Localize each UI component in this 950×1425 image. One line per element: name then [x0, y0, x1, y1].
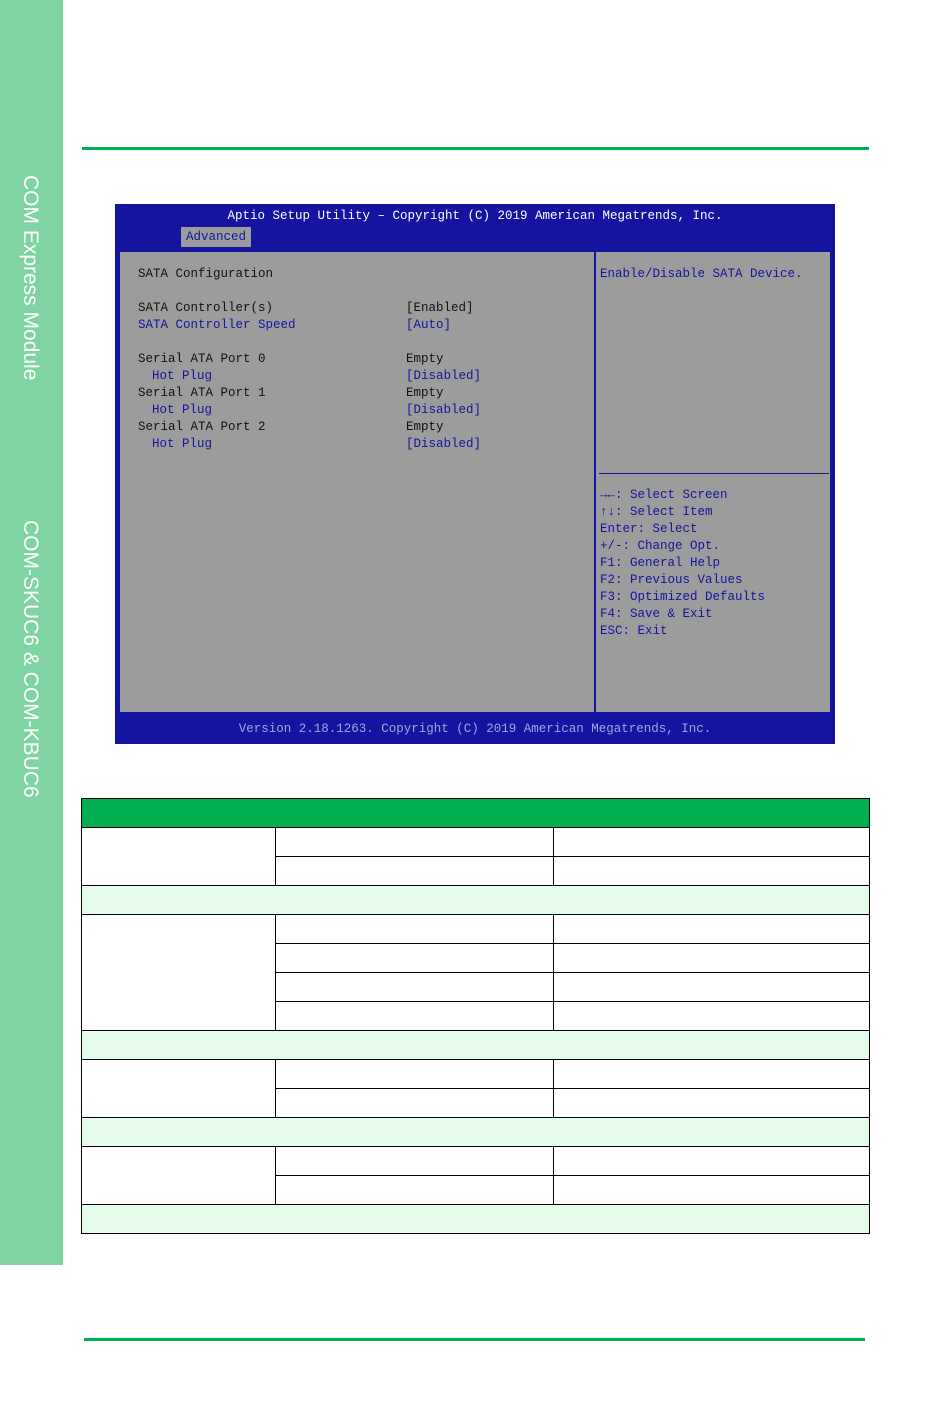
table-cell: [276, 857, 554, 886]
table-description-row: [82, 1031, 870, 1060]
key-hint: +/-: Change Opt.: [600, 539, 721, 553]
table-cell: [82, 1060, 276, 1118]
setting-serial-ata-port-1: [138, 385, 538, 402]
table-cell: [554, 1002, 870, 1031]
table-row: [82, 1147, 870, 1176]
key-hint: Enter: Select: [600, 522, 698, 536]
table-cell: [82, 1031, 870, 1060]
model-label: COM-SKUC6 & COM-KBUC6: [19, 520, 42, 798]
table-description-row: [82, 886, 870, 915]
setting-hot-plug-0[interactable]: [152, 368, 552, 385]
setting-sata-controller-speed[interactable]: [138, 317, 538, 334]
setting-value[interactable]: [Auto]: [406, 318, 452, 332]
header-rule: [82, 147, 869, 150]
section-heading: SATA Configuration: [138, 267, 274, 281]
table-cell: [276, 1089, 554, 1118]
table-cell: [554, 1089, 870, 1118]
table-row: [82, 828, 870, 857]
table-cell: [82, 1147, 276, 1205]
bios-main-panel: [118, 250, 832, 714]
table-cell: [82, 886, 870, 915]
key-hint: F1: General Help: [600, 556, 721, 570]
key-hint: →←: Select Screen: [600, 488, 728, 502]
bios-footer: Version 2.18.1263. Copyright (C) 2019 American Megatrends, Inc.: [238, 722, 712, 736]
table-cell: [82, 828, 276, 886]
table-cell: [82, 1118, 870, 1147]
table-description-row: [82, 1118, 870, 1147]
product-line-label: COM Express Module: [19, 175, 42, 381]
setting-sata-controllers: [138, 300, 538, 317]
table-cell: [276, 1176, 554, 1205]
setting-value: Empty: [406, 420, 444, 434]
table-cell: [554, 1176, 870, 1205]
setting-serial-ata-port-0: [138, 351, 538, 368]
setting-label: SATA Controller(s): [138, 301, 274, 315]
key-hint: F4: Save & Exit: [600, 607, 713, 621]
key-hint: ↑↓: Select Item: [600, 505, 713, 519]
side-band: [0, 0, 63, 1265]
key-hint: ESC: Exit: [600, 624, 668, 638]
setting-value: Empty: [406, 386, 444, 400]
table-row: [82, 1060, 870, 1089]
setting-hot-plug-2[interactable]: [152, 436, 552, 453]
table-cell: [276, 1060, 554, 1089]
setting-value[interactable]: [Disabled]: [406, 437, 482, 451]
table-cell: [554, 973, 870, 1002]
setting-label: Serial ATA Port 0: [138, 352, 266, 366]
key-hint: F2: Previous Values: [600, 573, 743, 587]
table-cell: [276, 944, 554, 973]
setting-serial-ata-port-2: [138, 419, 538, 436]
table-cell: [276, 973, 554, 1002]
table-header-row: [82, 799, 870, 828]
table-cell: [554, 1060, 870, 1089]
table-cell: [554, 915, 870, 944]
key-hint: F3: Optimized Defaults: [600, 590, 766, 604]
setting-value: [Enabled]: [406, 301, 474, 315]
setting-label: Hot Plug: [152, 369, 213, 383]
setting-value[interactable]: [Disabled]: [406, 403, 482, 417]
table-cell: [276, 1002, 554, 1031]
footer-rule: [84, 1338, 865, 1341]
table-cell: [276, 828, 554, 857]
settings-table: [81, 798, 870, 1234]
table-cell: [554, 944, 870, 973]
table-description-row: [82, 1205, 870, 1234]
tab-advanced[interactable]: Advanced: [181, 227, 251, 247]
setting-label: Hot Plug: [152, 437, 213, 451]
table-cell: [82, 915, 276, 1031]
bios-title: Aptio Setup Utility – Copyright (C) 2019 American Megatrends, Inc.: [227, 209, 723, 223]
table-cell: [554, 828, 870, 857]
bios-screenshot: [115, 204, 835, 744]
table-cell: [276, 915, 554, 944]
panel-divider: [594, 252, 596, 712]
help-text: Enable/Disable SATA Device.: [600, 267, 803, 281]
table-cell: [276, 1147, 554, 1176]
table-cell: [554, 1147, 870, 1176]
setting-label: Serial ATA Port 2: [138, 420, 266, 434]
help-divider: [599, 473, 829, 474]
setting-label: Serial ATA Port 1: [138, 386, 266, 400]
table-row: [82, 915, 870, 944]
setting-value[interactable]: [Disabled]: [406, 369, 482, 383]
table-cell: [554, 857, 870, 886]
setting-hot-plug-1[interactable]: [152, 402, 552, 419]
setting-value: Empty: [406, 352, 444, 366]
setting-label: Hot Plug: [152, 403, 213, 417]
table-cell: [82, 1205, 870, 1234]
setting-label: SATA Controller Speed: [138, 318, 296, 332]
table-header-cell: [82, 799, 870, 828]
